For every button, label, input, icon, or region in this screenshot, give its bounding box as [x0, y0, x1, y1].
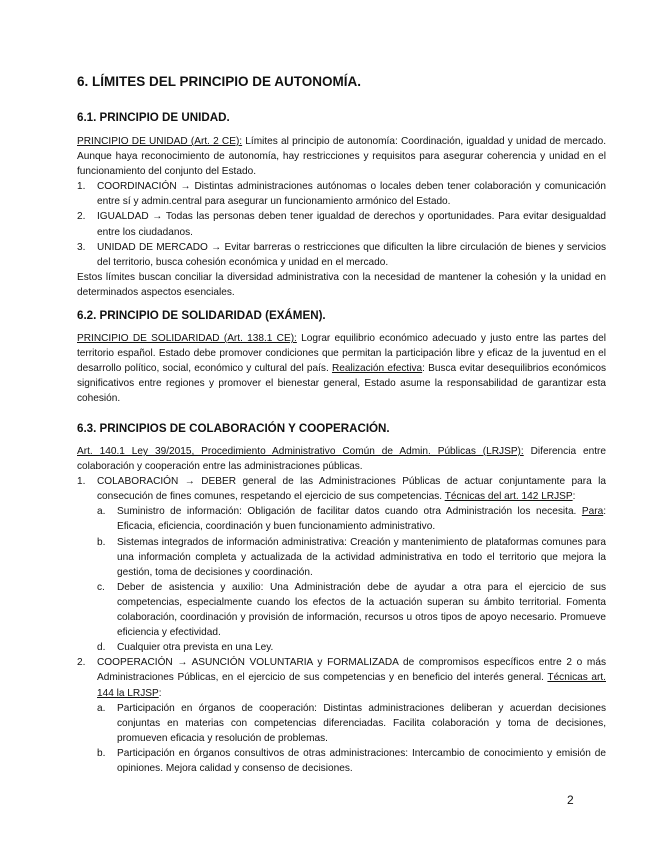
list-item [97, 701, 606, 746]
list-marker: d. [97, 642, 106, 654]
text-span: : [158, 687, 162, 699]
list-item [97, 580, 606, 640]
text-span: Diferencia entre colaboración y cooperación entre las administraciones públicas. [77, 446, 606, 473]
list-item-text: COORDINACIÓN → Distintas administraciones autónomas o locales deben tener colaboración y comunicación entre sí y admin.central para asegurar un funcionamiento armónico del Estado. [97, 181, 606, 208]
text-span: Lograr equilibrio económico adecuado y justo entre las partes del territorio español. Estado debe promover condiciones que permitan la participación libre y eficaz de la juventud en el desarrollo político, social, económico y cultural del país. [77, 333, 606, 375]
underlined-term: Realización efectiva [331, 363, 423, 375]
list-item-text: Deber de asistencia y auxilio: Una Administración debe de ayudar a otra para el ejercicio de sus competencias, especialmente cuando los efectos de la actuación superan su ámbito territorial. Fomenta colaboración, coordinación y provisión de información, recursos u otros tipos de apoyo necesario. Promueve eficiencia y efectividad. [117, 581, 606, 639]
section-body-6-3 [77, 444, 606, 776]
page-title: 6. LÍMITES DEL PRINCIPIO DE AUTONOMÍA. [77, 74, 362, 89]
lettered-list [77, 701, 606, 776]
list-item [97, 746, 606, 776]
list-item-text: Participación en órganos de cooperación: Distintas administraciones deliberan y acuerdan decisiones conjuntas en materias con competencias diferenciadas. Facilita colaboración y toma de decisiones, promueven eficacia y resolución de problemas. [117, 702, 606, 744]
section-heading-6-2: 6.2. PRINCIPIO DE SOLIDARIDAD (EXÁMEN). [77, 309, 326, 322]
section-body-6-2 [77, 331, 606, 406]
list-item [77, 474, 606, 655]
list-marker: a. [97, 506, 106, 518]
list-item [97, 504, 606, 534]
text-span: : Busca evitar desequilibrios económicos significativos entre regiones y promover el bienestar general, Estado asume la responsabilidad de garantizar esta cohesión. [77, 363, 606, 405]
page-number: 2 [567, 793, 574, 807]
list-item [77, 179, 606, 209]
paragraph [77, 134, 606, 179]
text-span: : Eficacia, eficiencia, coordinación y buen funcionamiento administrativo. [117, 506, 606, 533]
list-marker: b. [97, 747, 106, 759]
underlined-term: Técnicas del art. 142 LRJSP [444, 491, 573, 503]
list-item-text: Sistemas integrados de información administrativa: Creación y mantenimiento de plataformas comunes para una información completa y actualizada de la actividad administrativa en todo el territorio que mejora la gestión, toma de decisiones y coordinación. [117, 536, 606, 578]
list-marker: c. [97, 581, 105, 593]
underlined-term: Técnicas art. 144 la LRJSP [97, 672, 606, 699]
list-item-text: Participación en órganos consultivos de otras administraciones: Intercambio de conocimiento y emisión de opiniones. Mejora calidad y consenso de decisiones. [117, 747, 606, 774]
list-item [77, 655, 606, 776]
legal-reference: PRINCIPIO DE UNIDAD (Art. 2 CE): [77, 136, 243, 147]
paragraph [77, 444, 606, 474]
legal-reference: Art. 140.1 Ley 39/2015, Procedimiento Administrativo Común de Admin. Públicas (LRJSP): [77, 446, 524, 457]
text-span: : [572, 491, 576, 503]
list-item-text: UNIDAD DE MERCADO → Evitar barreras o restricciones que dificulten la libre circulación de bienes y servicios del territorio, busca cohesión económica y unidad en el mercado. [97, 241, 606, 268]
list-item-text: Suministro de información: Obligación de facilitar datos cuando otra Administración los necesita. [117, 506, 582, 518]
list-item [97, 535, 606, 580]
text-span: Límites al principio de autonomía: Coordinación, igualdad y unidad de mercado. Aunque haya reconocimiento de autonomía, hay restricciones y requisitos para asegurar coherencia y unidad en el funcionamiento del conjunto del Estado. [77, 136, 607, 178]
list-marker: 1. [77, 181, 86, 193]
numbered-list [77, 474, 606, 776]
numbered-list [77, 179, 606, 270]
list-marker: a. [97, 702, 106, 714]
list-marker: 3. [77, 241, 86, 253]
list-marker: 2. [77, 657, 86, 669]
list-item [77, 240, 606, 270]
list-item-text: COOPERACIÓN → ASUNCIÓN VOLUNTARIA y FORMALIZADA de compromisos específicos entre 2 o más Administraciones Públicas, en el ejercicio de sus competencias y en beneficio del interés general. [97, 657, 606, 684]
section-body-6-1 [77, 134, 606, 300]
list-item [97, 640, 606, 655]
list-item-text: COLABORACIÓN → DEBER general de las Administraciones Públicas de actuar conjuntamente para la consecución de fines comunes, respetando el ejercicio de sus competencias. [97, 476, 606, 503]
paragraph: Estos límites buscan conciliar la diversidad administrativa con la necesidad de mantener la cohesión y la unidad en determinados aspectos esenciales. [77, 271, 606, 298]
list-marker: 1. [77, 476, 86, 488]
lettered-list [77, 504, 606, 655]
legal-reference: PRINCIPIO DE SOLIDARIDAD (Art. 138.1 CE): [77, 333, 297, 344]
list-marker: 2. [77, 211, 86, 223]
list-item-text: Cualquier otra prevista en una Ley. [117, 642, 274, 654]
section-heading-6-1: 6.1. PRINCIPIO DE UNIDAD. [77, 111, 230, 124]
list-marker: b. [97, 536, 106, 548]
list-item-text: IGUALDAD → Todas las personas deben tener igualdad de derechos y oportunidades. Para evitar desigualdad entre los ciudadanos. [97, 211, 606, 238]
paragraph [77, 331, 606, 406]
section-heading-6-3: 6.3. PRINCIPIOS DE COLABORACIÓN Y COOPERACIÓN. [77, 422, 390, 435]
underlined-term: Para [581, 506, 604, 518]
list-item [77, 209, 606, 239]
